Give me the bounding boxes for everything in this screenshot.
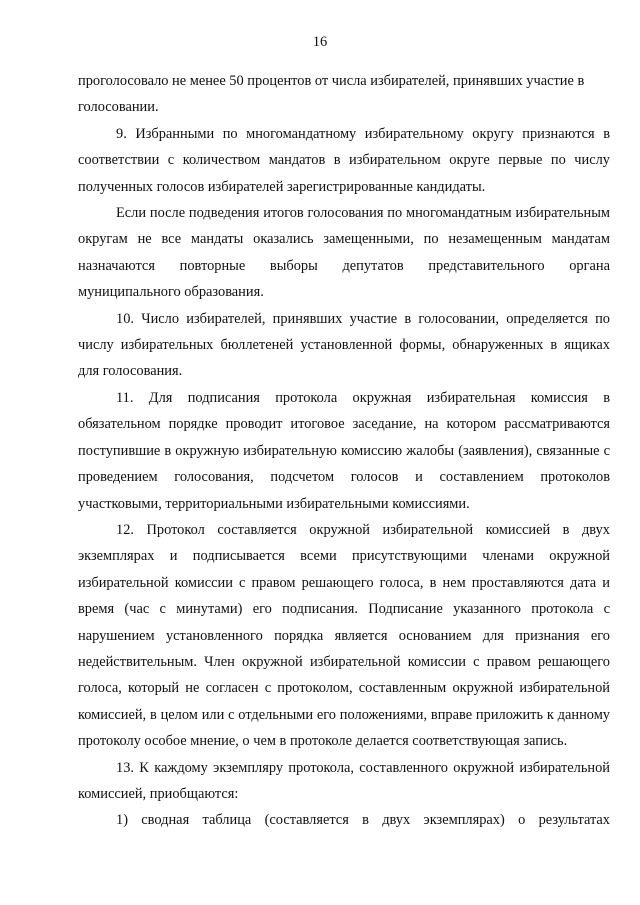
paragraph-item-9: 9. Избранными по многомандатному избирательному округу признаются в соответствии с количеством мандатов в избирательном округе первые по числу полученных голосов избирателей зарегистрированные кандидаты. bbox=[78, 125, 610, 195]
paragraph-item-12: 12. Протокол составляется окружной избирательной комиссией в двух экземплярах и подписывается всеми присутствующими членами окружной избирательной комиссии с правом решающего голоса, в нем проставляются дата и время (час с минутами) его подписания. Подписание указанного протокола с нарушением установленного порядка является основанием для признания его недействительным. Член окружной избирательной комиссии с правом решающего голоса, который не согласен с протоколом, составленным окружной избирательной комиссией, в целом или с отдельными его положениями, вправе приложить к данному протоколу особое мнение, о чем в протоколе делается соответствующая запись. bbox=[78, 521, 610, 750]
paragraph-item-10: 10. Число избирателей, принявших участие в голосовании, определяется по числу избирательных бюллетеней установленной формы, обнаруженных в ящиках для голосования. bbox=[78, 310, 610, 380]
paragraph-continuation: проголосовало не менее 50 процентов от числа избирателей, принявших участие в голосовании. bbox=[78, 73, 585, 116]
paragraph-subitem-1: 1) сводная таблица (составляется в двух экземплярах) о результатах bbox=[116, 812, 610, 829]
paragraph-repeat-elections: Если после подведения итогов голосования по многомандатным избирательным округам не все мандаты оказались замещенными, по незамещенным мандатам назначаются повторные выборы депутатов представительного органа муниципального образования. bbox=[78, 205, 610, 301]
paragraph-item-13: 13. К каждому экземпляру протокола, составленного окружной избирательной комиссией, приобщаются: bbox=[78, 759, 610, 802]
paragraph-item-11: 11. Для подписания протокола окружная избирательная комиссия в обязательном порядке проводит итоговое заседание, на котором рассматриваются поступившие в окружную избирательную комиссию жалобы (заявления), связанные с проведением голосования, подсчетом голосов и составлением протоколов участковыми, территориальными избирательными комиссиями. bbox=[78, 389, 610, 512]
page-number: 16 bbox=[312, 34, 328, 50]
document-body bbox=[78, 68, 610, 834]
